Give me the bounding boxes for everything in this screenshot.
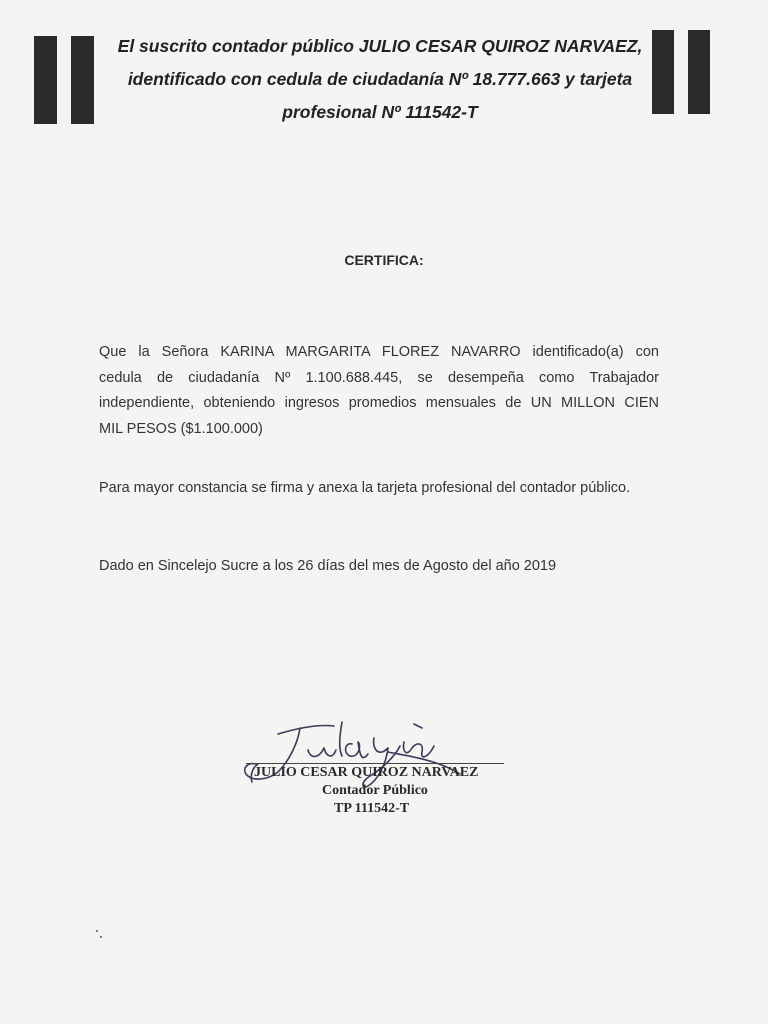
decorative-bar — [71, 36, 94, 124]
signatory-name: JULIO CESAR QUIROZ NARVAEZ — [254, 765, 479, 780]
paragraph-line: Para mayor constancia se firma y anexa la tarjeta profesional del contador público. — [99, 480, 631, 496]
decorative-bar — [688, 30, 710, 114]
signatory-license: TP 111542-T — [334, 801, 410, 816]
header-line: El suscrito contador público JULIO CESAR QUIROZ NARVAEZ, — [117, 36, 643, 56]
paragraph-line: cedula de ciudadanía Nº 1.100.688.445, se desempeña como Trabajador — [99, 369, 659, 386]
paragraph-line: Dado en Sincelejo Sucre a los 26 días del mes de Agosto del año 2019 — [99, 558, 557, 574]
document-title: CERTIFICA: — [344, 252, 424, 268]
paragraph-line: Que la Señora KARINA MARGARITA FLOREZ NAVARRO identificado(a) con — [99, 344, 659, 360]
paragraph-line: independiente, obteniendo ingresos promedios mensuales de UN MILLON CIEN — [99, 395, 659, 411]
constancy-paragraph — [99, 476, 659, 502]
header-line: identificado con cedula de ciudadanía Nº 18.777.663 y tarjeta — [127, 69, 633, 89]
signatory-role: Contador Público — [322, 783, 428, 798]
header-line: profesional Nº 111542-T — [282, 102, 478, 122]
scan-speck — [100, 936, 102, 938]
header-statement — [100, 30, 660, 129]
scan-speck — [96, 930, 98, 932]
signature-block — [240, 764, 520, 818]
certification-paragraph — [99, 340, 659, 442]
paragraph-line: MIL PESOS ($1.100.000) — [99, 420, 263, 437]
date-paragraph — [99, 554, 659, 580]
decorative-bar — [34, 36, 57, 124]
